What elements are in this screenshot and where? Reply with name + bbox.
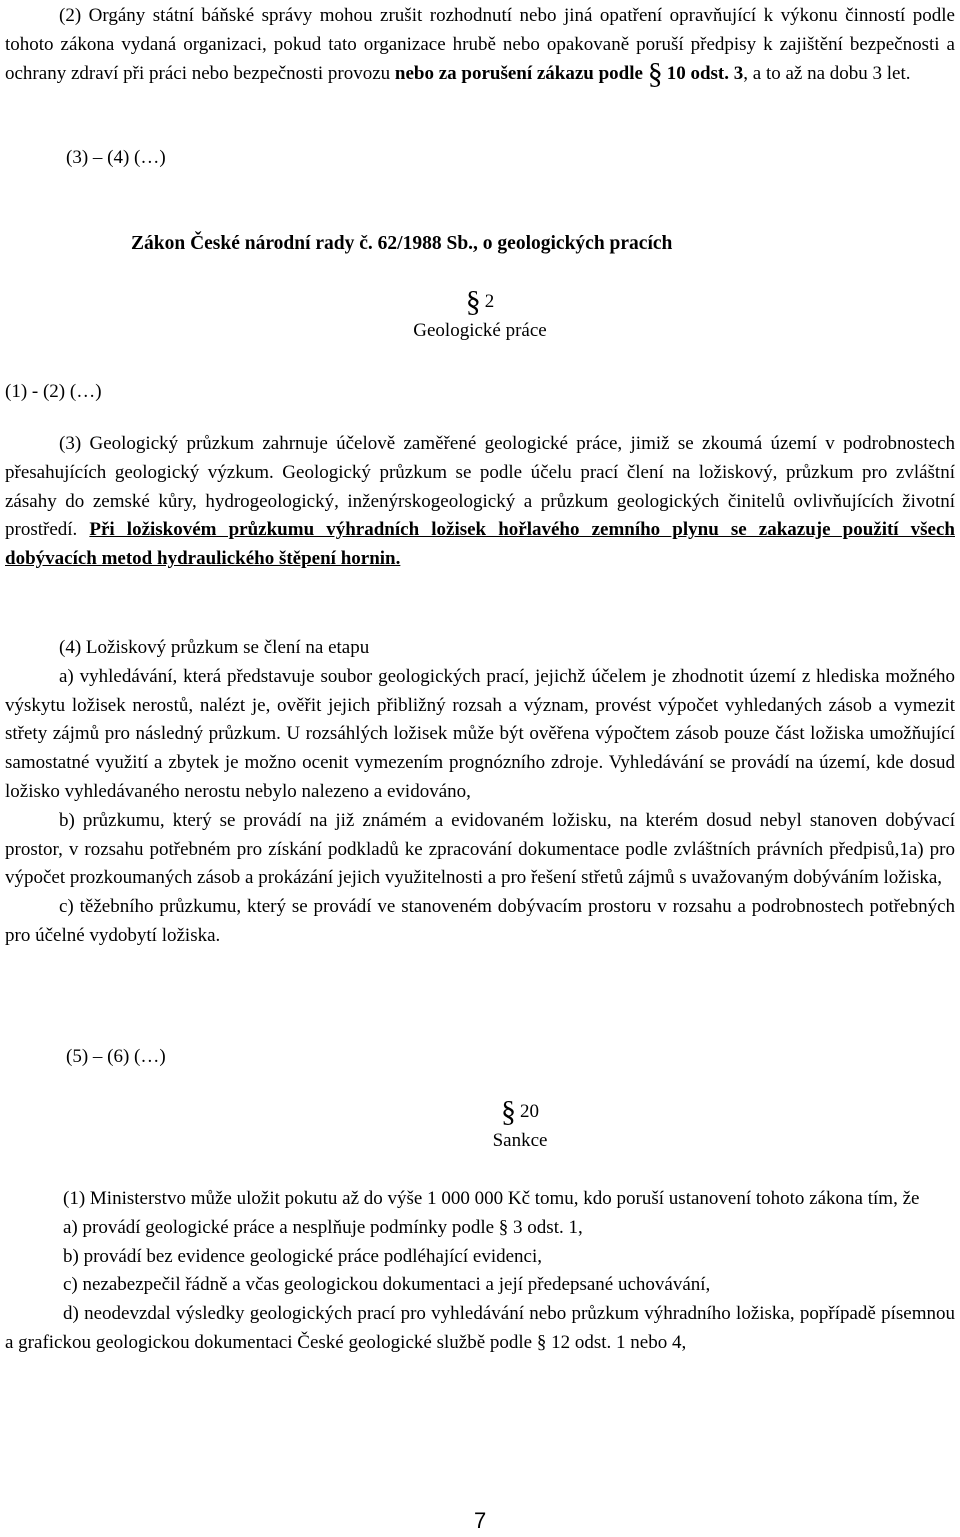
sanction-item-d: d) neodevzdal výsledky geologických prací pro vyhledávání nebo průzkum výhradního ložiska, popřípadě písemnou a grafickou geologickou dokumentaci České geologické službě podle § 12 odst. 1 nebo 4, [5, 1303, 955, 1353]
sanction-paragraph [5, 1185, 955, 1358]
omitted-paragraphs-5-6: (5) – (6) (…) [66, 1046, 166, 1067]
section-2-title: Geologické práce [413, 319, 547, 341]
omitted-paragraphs-1-2: (1) - (2) (…) [5, 381, 102, 402]
section-2-heading [305, 285, 655, 346]
law-title-main: Zákon České národní rady č. 62/1988 Sb. [131, 233, 474, 254]
section-symbol: § [647, 56, 663, 90]
paragraph-3-amendment: Při ložiskovém průzkumu výhradních ložisek hořlavého zemního plynu se zakazuje použití všech dobývacích metod hydraulického štěpení hornin. [5, 519, 955, 570]
section-number: 2 [484, 291, 495, 312]
section-20-heading [345, 1095, 695, 1156]
paragraph-2 [5, 2, 955, 88]
page-number: 7 [474, 1508, 487, 1533]
paragraph-2-tail: , a to až na dobu 3 let. [743, 62, 911, 84]
section-number: 20 [520, 1101, 539, 1122]
law-title [131, 230, 672, 259]
section-20-number [345, 1095, 695, 1128]
law-title-tail: , o geologických pracích [473, 233, 673, 254]
sanction-item-a: a) provádí geologické práce a nesplňuje podmínky podle § 3 odst. 1, [63, 1216, 583, 1238]
paragraph-4 [5, 634, 955, 951]
sanction-item-c: c) nezabezpečil řádně a včas geologickou dokumentaci a její předepsané uchovávání, [63, 1274, 711, 1296]
sanction-intro: (1) Ministerstvo může uložit pokutu až do výše 1 000 000 Kč tomu, kdo poruší ustanovení tohoto zákona tím, že [63, 1188, 920, 1209]
paragraph-3 [5, 430, 955, 574]
section-20-title: Sankce [492, 1129, 548, 1151]
section-2-number [305, 285, 655, 318]
paragraph-4-item-c: c) těžebního průzkumu, který se provádí ve stanoveném dobývacím prostoru v rozsahu a podrobnostech potřebných pro účelné vydobytí ložiska. [5, 896, 955, 946]
section-symbol: § [501, 1095, 516, 1128]
paragraph-3-text: (3) Geologický průzkum zahrnuje účelově zaměřené geologické práce, jimiž se zkoumá území v podrobnostech přesahujících geologický výzkum. Geologický průzkum se podle účelu prací člení na ložiskový, průzkum pro zvláštní zásahy do zemské kůry, hydrogeologický, inženýrskogeologický a průzkum geologických činitelů ovlivňujících životní prostředí. [5, 433, 955, 541]
paragraph-2-text: (2) Orgány státní báňské správy mohou zrušit rozhodnutí nebo jiná opatření opravňující k výkonu činností podle tohoto zákona vydaná organizaci, pokud tato organizace hrubě nebo opakovaně poruší předpisy k zajištění bezpečnosti a ochrany zdraví při práci nebo bezpečnosti provozu [5, 5, 955, 84]
omitted-paragraphs-3-4: (3) – (4) (…) [66, 147, 166, 168]
paragraph-2-bold-ref: 10 odst. 3 [666, 62, 744, 84]
paragraph-4-item-a: a) vyhledávání, která představuje soubor geologických prací, jejichž účelem je zhodnotit území z hlediska možného výskytu ložisek nerostů, nalézt je, ověřit jejich přibližný rozsah a význam, provést výpočet vyhledaných zásob a vymezit střety zájmů pro následný průzkum. U rozsáhlých ložisek může být ověřena výpočtem zásob pouze část ložiska umožňující samostatné využití a zbytek je možno ocenit vymezením prognózního zdroje. Vyhledávání se provádí na území, kde dosud ložisko vyhledávaného nerostu nebylo nalezeno a evidováno, [5, 665, 955, 802]
paragraph-2-bold: nebo za porušení zákazu podle [394, 62, 643, 84]
paragraph-4-item-b: b) průzkumu, který se provádí na již známém a evidovaném ložisku, na kterém dosud nebyl stanoven dobývací prostor, v rozsahu potřebném pro získání podkladů ke zpracování dokumentace podle zvláštních právních předpisů,1a) pro výpočet prozkoumaných zásob a prokázání jejich využitelnosti a pro řešení střetů zájmů s uvažovaným dobýváním ložiska, [5, 809, 955, 889]
section-symbol: § [465, 285, 481, 318]
paragraph-4-intro: (4) Ložiskový průzkum se člení na etapu [59, 637, 370, 658]
sanction-item-b: b) provádí bez evidence geologické práce podléhající evidenci, [63, 1245, 542, 1267]
